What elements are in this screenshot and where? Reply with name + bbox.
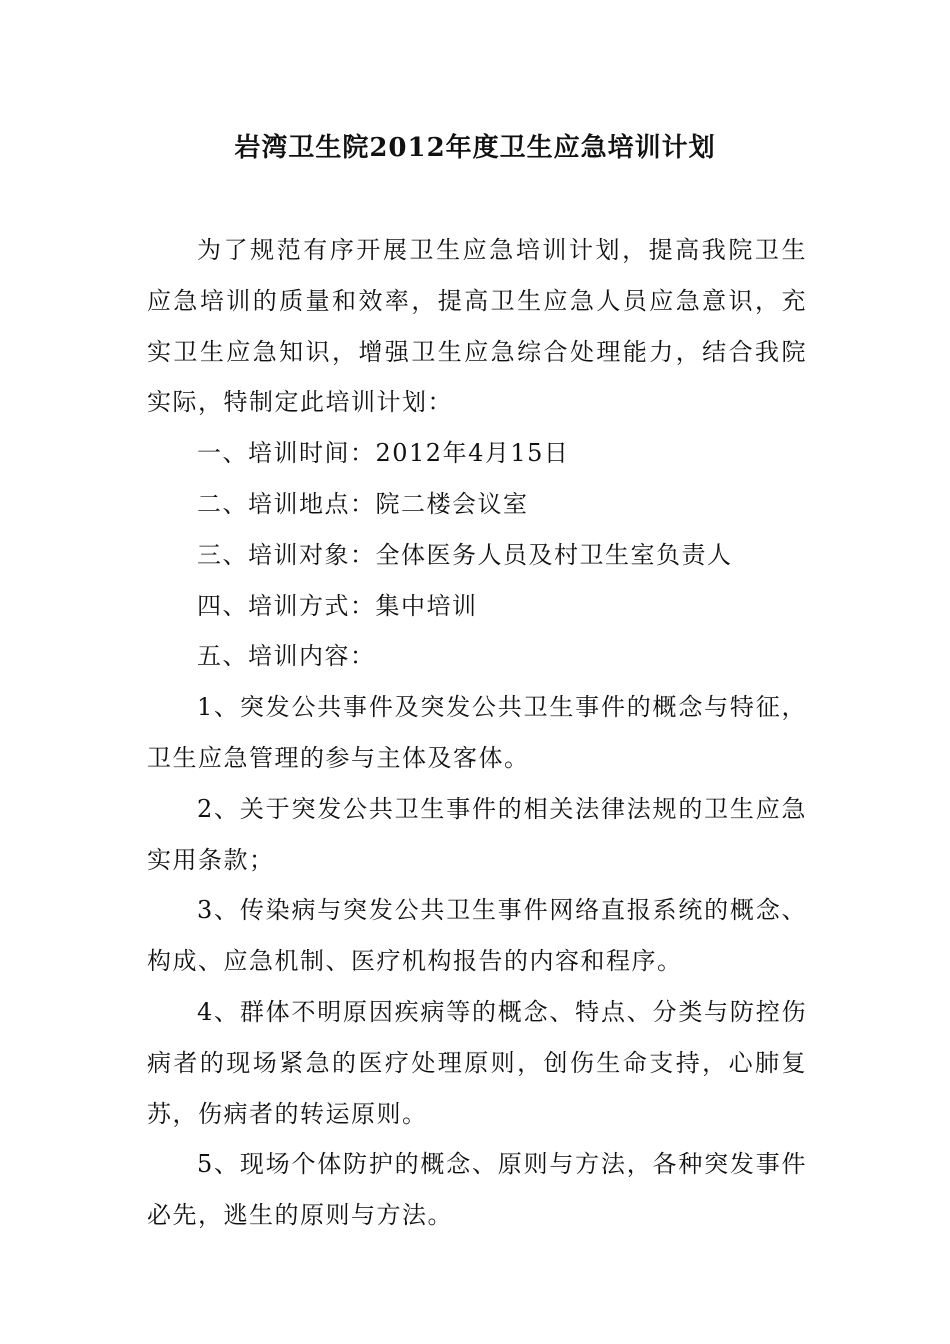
document-body <box>147 225 807 1241</box>
training-time: 一、培训时间：2012年4月15日 <box>197 439 570 468</box>
document-title: 岩湾卫生院2012年度卫生应急培训计划 <box>234 133 716 163</box>
training-content-heading: 五、培训内容： <box>197 642 376 671</box>
intro-paragraph: 为了规范有序开展卫生应急培训计划，提高我院卫生应急培训的质量和效率，提高卫生应急人员应急意识，充实卫生应急知识，增强卫生应急综合处理能力，结合我院实际，特制定此培训计划： <box>147 236 807 417</box>
content-item-5: 5、现场个体防护的概念、原则与方法，各种突发事件必先，逃生的原则与方法。 <box>147 1150 807 1230</box>
content-item-4: 4、群体不明原因疾病等的概念、特点、分类与防控伤病者的现场紧急的医疗处理原则，创伤生命支持，心肺复苏，伤病者的转运原则。 <box>147 997 807 1128</box>
training-method: 四、培训方式：集中培训 <box>197 591 478 620</box>
content-item-2: 2、关于突发公共卫生事件的相关法律法规的卫生应急实用条款； <box>147 794 807 874</box>
content-item-1: 1、突发公共事件及突发公共卫生事件的概念与特征，卫生应急管理的参与主体及客体。 <box>147 693 807 772</box>
training-audience: 三、培训对象：全体医务人员及村卫生室负责人 <box>197 540 733 569</box>
training-location: 二、培训地点：院二楼会议室 <box>197 489 529 518</box>
content-item-3: 3、传染病与突发公共卫生事件网络直报系统的概念、构成、应急机制、医疗机构报告的内容和程序。 <box>147 896 807 976</box>
